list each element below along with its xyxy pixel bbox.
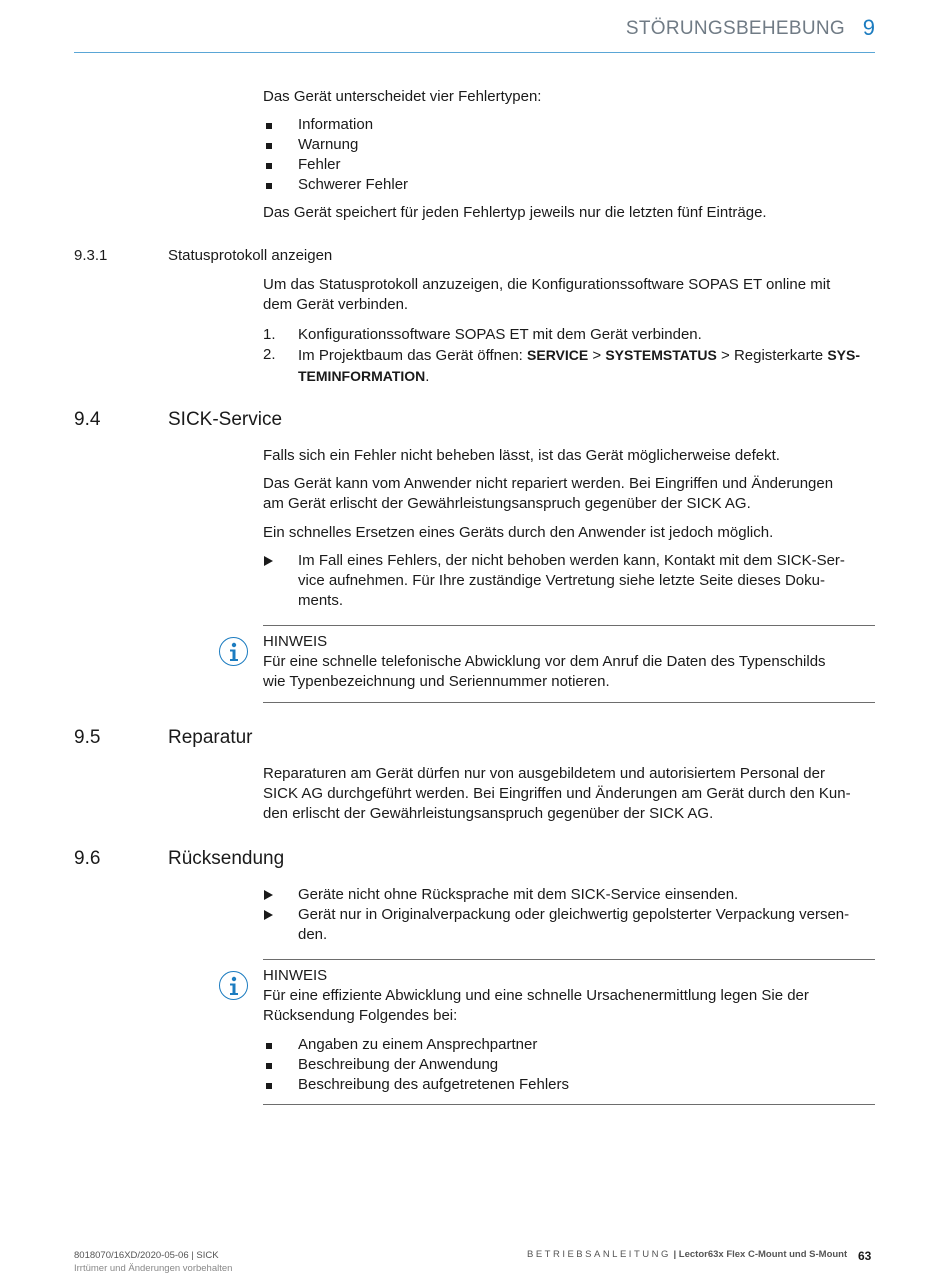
triangle-bullet-icon bbox=[264, 890, 273, 900]
triangle-bullet-icon bbox=[264, 556, 273, 566]
paragraph: Ein schnelles Ersetzen eines Geräts durch den Anwender ist jedoch möglich. bbox=[263, 524, 774, 541]
intro-closing: Das Gerät speichert für jeden Fehlertyp jeweils nur die letzten fünf Einträge. bbox=[263, 204, 767, 221]
paragraph: Reparaturen am Gerät dürfen nur von ausgebildetem und autorisiertem Personal der SICK AG durchgeführt werden. Bei Eingriffen und Änderungen am Gerät durch den Kun- den erlischt der Gewährleistungsanspruch gegenüber der SICK AG. bbox=[263, 765, 851, 822]
info-icon bbox=[219, 637, 248, 666]
menu-path-systemstatus: SYSTEMSTATUS bbox=[605, 347, 717, 363]
note-top-rule bbox=[263, 959, 875, 960]
note-bottom-rule bbox=[263, 702, 875, 703]
info-icon bbox=[219, 971, 248, 1000]
paragraph: Um das Statusprotokoll anzuzeigen, die Konfigurationssoftware SOPAS ET online mit dem Gerät verbinden. bbox=[263, 276, 831, 313]
note-title: HINWEIS bbox=[263, 967, 328, 984]
square-bullet-icon bbox=[266, 143, 272, 149]
tab-name-part1: SYS- bbox=[827, 347, 860, 363]
note-text: Für eine schnelle telefonische Abwicklung vor dem Anruf die Daten des Typenschilds wie Typenbezeichnung und Seriennummer notieren. bbox=[263, 653, 826, 690]
square-bullet-icon bbox=[266, 1083, 272, 1089]
square-bullet-icon bbox=[266, 1043, 272, 1049]
menu-path-service: SERVICE bbox=[527, 347, 589, 363]
section-number: 9.6 bbox=[74, 848, 101, 869]
square-bullet-icon bbox=[266, 163, 272, 169]
square-bullet-icon bbox=[266, 183, 272, 189]
footer-doc-id: 8018070/16XD/2020-05-06 | SICK bbox=[74, 1250, 219, 1261]
note-title: HINWEIS bbox=[263, 633, 328, 650]
note-text: Für eine effiziente Abwicklung und eine schnelle Ursachenermittlung legen Sie der Rücksendung Folgendes bei: bbox=[263, 987, 809, 1024]
note-top-rule bbox=[263, 625, 875, 626]
paragraph: Das Gerät kann vom Anwender nicht repariert werden. Bei Eingriffen und Änderungen am Gerät erlischt der Gewährleistungsanspruch gegenüber der SICK AG. bbox=[263, 475, 834, 512]
footer-doc-info bbox=[74, 1249, 232, 1275]
section-number: 9.5 bbox=[74, 727, 101, 748]
section-number: 9.3.1 bbox=[74, 247, 108, 264]
note-bottom-rule bbox=[263, 1104, 875, 1105]
section-number: 9.4 bbox=[74, 409, 101, 430]
header-rule bbox=[74, 52, 875, 53]
square-bullet-icon bbox=[266, 1063, 272, 1069]
paragraph: Falls sich ein Fehler nicht beheben lässt, ist das Gerät möglicherweise defekt. bbox=[263, 447, 780, 464]
triangle-bullet-icon bbox=[264, 910, 273, 920]
intro-lead: Das Gerät unterscheidet vier Fehlertypen: bbox=[263, 88, 542, 105]
section-title: SICK-Service bbox=[168, 409, 283, 430]
section-title: Reparatur bbox=[168, 727, 253, 748]
section-title: Rücksendung bbox=[168, 848, 285, 869]
footer-disclaimer: Irrtümer und Änderungen vorbehalten bbox=[74, 1263, 233, 1274]
footer-doc-title: BETRIEBSANLEITUNG | Lector63x Flex C-Mount und S-Mount bbox=[527, 1249, 848, 1260]
chapter-number: 9 bbox=[862, 15, 875, 40]
tab-name-part2: TEMINFORMATION bbox=[298, 368, 426, 384]
section-title: Statusprotokoll anzeigen bbox=[168, 247, 333, 264]
square-bullet-icon bbox=[266, 123, 272, 129]
page-number: 63 bbox=[858, 1249, 872, 1263]
chapter-title: STÖRUNGSBEHEBUNG bbox=[625, 18, 845, 39]
